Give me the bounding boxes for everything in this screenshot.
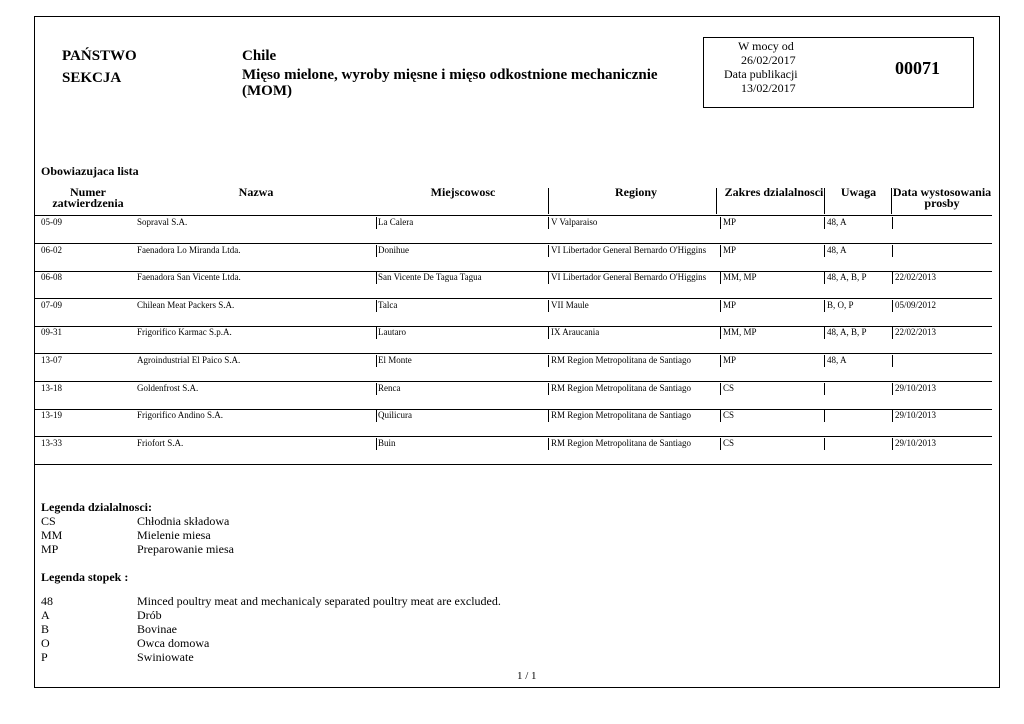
effective-date: 26/02/2017 [741, 53, 796, 67]
cell-remark: 48, A [827, 217, 847, 227]
cell-divider [824, 438, 825, 450]
cell-number: 13-19 [41, 410, 62, 420]
row-rule [34, 436, 992, 437]
col-divider [716, 188, 717, 214]
row-rule [34, 381, 992, 382]
cell-name: Faenadora San Vicente Ltda. [137, 272, 241, 282]
cell-divider [824, 327, 825, 339]
footnote-legend-code: P [41, 650, 48, 664]
cell-divider [824, 410, 825, 422]
cell-number: 06-02 [41, 245, 62, 255]
footnote-legend-code: O [41, 636, 50, 650]
cell-divider [720, 410, 721, 422]
cell-divider [720, 383, 721, 395]
cell-divider [376, 327, 377, 339]
cell-city: San Vicente De Tagua Tagua [378, 272, 482, 282]
activity-legend-code: CS [41, 514, 56, 528]
cell-name: Agroindustrial El Paico S.A. [137, 355, 241, 365]
row-rule [34, 243, 992, 244]
footnote-legend-code: B [41, 622, 50, 636]
col-header-number: Numer zatwierdzenia [52, 185, 124, 210]
cell-divider [892, 300, 893, 312]
cell-number: 13-18 [41, 383, 62, 393]
cell-name: Goldenfrost S.A. [137, 383, 199, 393]
section-label: SEKCJA [62, 70, 122, 86]
cell-divider [548, 245, 549, 257]
cell-name: Faenadora Lo Miranda Ltda. [137, 245, 241, 255]
cell-name: Friofort S.A. [137, 438, 184, 448]
cell-divider [892, 410, 893, 422]
cell-divider [824, 383, 825, 395]
cell-divider [892, 272, 893, 284]
cell-region: RM Region Metropolitana de Santiago [551, 383, 691, 393]
cell-divider [892, 438, 893, 450]
cell-remark: 48, A, B, P [827, 272, 867, 282]
footnote-legend-desc: Owca domowa [137, 636, 210, 650]
row-rule [34, 464, 992, 465]
cell-divider [376, 438, 377, 450]
col-divider [824, 188, 825, 214]
cell-date: 22/02/2013 [895, 327, 937, 337]
cell-scope: MM, MP [723, 327, 757, 337]
list-title: Obowiazujaca lista [41, 164, 139, 178]
cell-scope: CS [723, 383, 735, 393]
cell-divider [720, 217, 721, 229]
cell-divider [376, 217, 377, 229]
cell-divider [892, 245, 893, 257]
col-divider [891, 188, 892, 214]
country-value: Chile [242, 48, 277, 64]
footnote-legend-desc: Bovinae [137, 622, 177, 636]
cell-date: 29/10/2013 [895, 383, 937, 393]
cell-region: VI Libertador General Bernardo O'Higgins [551, 245, 707, 255]
cell-region: V Valparaiso [551, 217, 598, 227]
footnote-legend-title: Legenda stopek : [41, 570, 129, 584]
cell-scope: MM, MP [723, 272, 757, 282]
cell-name: Frigorifico Andino S.A. [137, 410, 224, 420]
footnote-legend-desc: Drób [137, 608, 162, 622]
row-rule [34, 353, 992, 354]
cell-divider [376, 300, 377, 312]
cell-name: Sopraval S.A. [137, 217, 188, 227]
cell-city: Donihue [378, 245, 409, 255]
cell-city: La Calera [378, 217, 414, 227]
header-rule [34, 215, 992, 216]
cell-date: 05/09/2012 [895, 300, 937, 310]
cell-divider [376, 383, 377, 395]
section-value: Mięso mielone, wyroby mięsne i mięso odkostnione mechanicznie (MOM) [242, 67, 658, 99]
cell-city: Renca [378, 383, 401, 393]
page-indicator: 1 / 1 [517, 670, 537, 682]
cell-scope: MP [723, 355, 737, 365]
footnote-legend-code: A [41, 608, 50, 622]
cell-scope: CS [723, 438, 735, 448]
row-rule [34, 298, 992, 299]
activity-legend-desc: Preparowanie miesa [137, 542, 234, 556]
col-header-date: Data wystosowania prosby [892, 185, 992, 210]
cell-scope: MP [723, 300, 737, 310]
cell-scope: MP [723, 245, 737, 255]
cell-divider [548, 438, 549, 450]
cell-city: Buin [378, 438, 396, 448]
activity-legend-code: MP [41, 542, 59, 556]
country-label: PAŃSTWO [62, 48, 137, 64]
cell-number: 13-33 [41, 438, 62, 448]
cell-divider [824, 300, 825, 312]
publication-label: Data publikacji [724, 67, 798, 81]
cell-divider [548, 300, 549, 312]
col-header-region: Regiony [615, 185, 657, 199]
cell-date: 29/10/2013 [895, 410, 937, 420]
cell-number: 09-31 [41, 327, 62, 337]
cell-remark: 48, A, B, P [827, 327, 867, 337]
cell-date: 29/10/2013 [895, 438, 937, 448]
col-header-city: Miejscowosc [430, 185, 496, 199]
cell-divider [720, 327, 721, 339]
cell-divider [824, 217, 825, 229]
cell-remark: 48, A [827, 245, 847, 255]
cell-scope: CS [723, 410, 735, 420]
effective-label: W mocy od [738, 39, 794, 53]
cell-divider [892, 355, 893, 367]
activity-legend-desc: Mielenie miesa [137, 528, 211, 542]
cell-divider [892, 327, 893, 339]
col-divider [548, 188, 549, 214]
cell-city: Quilicura [378, 410, 412, 420]
cell-divider [548, 383, 549, 395]
cell-divider [824, 245, 825, 257]
cell-number: 13-07 [41, 355, 62, 365]
cell-divider [376, 355, 377, 367]
cell-divider [720, 300, 721, 312]
activity-legend-title: Legenda dzialalnosci: [41, 500, 153, 514]
cell-city: El Monte [378, 355, 412, 365]
cell-region: RM Region Metropolitana de Santiago [551, 410, 691, 420]
cell-name: Chilean Meat Packers S.A. [137, 300, 235, 310]
footnote-legend-code: 48 [41, 594, 53, 608]
cell-region: IX Araucania [551, 327, 600, 337]
cell-number: 07-09 [41, 300, 62, 310]
footnote-legend-desc: Minced poultry meat and mechanicaly separated poultry meat are excluded. [137, 594, 501, 608]
cell-region: VII Maule [551, 300, 589, 310]
activity-legend-code: MM [41, 528, 63, 542]
cell-divider [548, 217, 549, 229]
page-frame [34, 16, 1000, 688]
cell-divider [720, 245, 721, 257]
cell-number: 06-08 [41, 272, 62, 282]
cell-divider [548, 355, 549, 367]
cell-region: VI Libertador General Bernardo O'Higgins [551, 272, 707, 282]
cell-divider [720, 355, 721, 367]
col-header-remark: Uwaga [840, 185, 877, 199]
activity-legend-desc: Chłodnia składowa [137, 514, 230, 528]
cell-divider [548, 272, 549, 284]
cell-name: Frigorifico Karmac S.p.A. [137, 327, 232, 337]
cell-city: Lautaro [378, 327, 406, 337]
cell-divider [892, 217, 893, 229]
cell-remark: 48, A [827, 355, 847, 365]
cell-divider [824, 355, 825, 367]
cell-number: 05-09 [41, 217, 62, 227]
cell-divider [720, 438, 721, 450]
cell-divider [376, 272, 377, 284]
cell-divider [376, 245, 377, 257]
cell-city: Talca [378, 300, 398, 310]
cell-scope: MP [723, 217, 737, 227]
footnote-legend-desc: Swiniowate [137, 650, 194, 664]
cell-divider [548, 327, 549, 339]
col-header-name: Nazwa [238, 185, 274, 199]
cell-divider [892, 383, 893, 395]
cell-divider [376, 410, 377, 422]
cell-divider [720, 272, 721, 284]
cell-region: RM Region Metropolitana de Santiago [551, 438, 691, 448]
cell-remark: B, O, P [827, 300, 854, 310]
publication-date: 13/02/2017 [741, 81, 796, 95]
col-header-scope: Zakres dzialalnosci [724, 185, 824, 199]
cell-divider [824, 272, 825, 284]
cell-date: 22/02/2013 [895, 272, 937, 282]
document-number: 00071 [895, 58, 940, 78]
cell-region: RM Region Metropolitana de Santiago [551, 355, 691, 365]
cell-divider [548, 410, 549, 422]
